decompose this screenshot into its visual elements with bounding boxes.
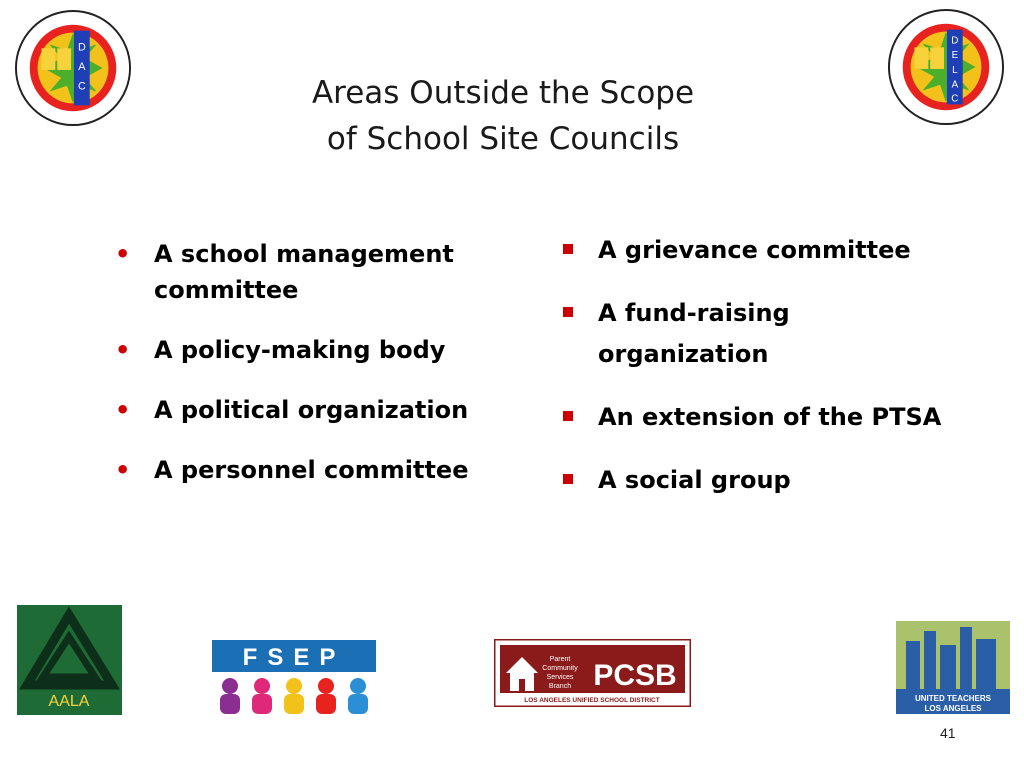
svg-text:L: L	[952, 64, 958, 76]
right-bullet-list	[563, 230, 943, 523]
aala-logo	[17, 605, 122, 715]
svg-text:C: C	[951, 93, 959, 105]
bullet-dot-icon: •	[115, 396, 131, 424]
page-number: 41	[940, 725, 956, 741]
svg-text:Parent: Parent	[549, 656, 571, 663]
svg-text:PCSB: PCSB	[593, 659, 677, 692]
list-item: A grievance committee	[563, 230, 943, 271]
svg-text:A: A	[951, 79, 959, 91]
svg-text:LOS ANGELES UNIFIED SCHOOL DIS: LOS ANGELES UNIFIED SCHOOL DISTRICT	[524, 697, 660, 704]
utla-logo	[896, 621, 1010, 714]
list-item: • A school management committee	[115, 236, 495, 308]
bullet-square-icon	[563, 307, 573, 317]
slide-title-line1: Areas Outside the Scope	[311, 75, 695, 111]
svg-text:AALA: AALA	[48, 693, 90, 710]
dac-logo	[14, 9, 132, 127]
list-item: • A personnel committee	[115, 452, 495, 488]
list-item: • A political organization	[115, 392, 495, 428]
list-item: A fund-raising organization	[563, 293, 943, 375]
svg-text:A: A	[78, 60, 86, 73]
bullet-dot-icon: •	[115, 456, 131, 484]
list-item: • A policy-making body	[115, 332, 495, 368]
svg-text:Services: Services	[546, 674, 574, 681]
bullet-dot-icon: •	[115, 240, 131, 268]
svg-text:Branch: Branch	[548, 683, 572, 690]
svg-text:LOS ANGELES: LOS ANGELES	[924, 704, 982, 713]
svg-text:D: D	[77, 41, 86, 54]
bullet-square-icon	[563, 411, 573, 421]
list-item: A social group	[563, 460, 943, 501]
svg-text:D: D	[951, 35, 959, 47]
svg-text:E: E	[951, 50, 959, 62]
slide-title-line2: of School Site Councils	[326, 121, 680, 157]
left-bullet-list	[115, 236, 495, 512]
svg-text:FSEP: FSEP	[242, 644, 346, 671]
bullet-square-icon	[563, 244, 573, 254]
delac-logo	[887, 8, 1005, 126]
bullet-square-icon	[563, 474, 573, 484]
svg-text:C: C	[77, 80, 86, 93]
pcsb-logo	[494, 639, 691, 707]
fsep-logo	[212, 640, 376, 716]
svg-text:UNITED TEACHERS: UNITED TEACHERS	[914, 694, 992, 703]
list-item: An extension of the PTSA	[563, 397, 943, 438]
bullet-dot-icon: •	[115, 336, 131, 364]
svg-text:Community: Community	[542, 665, 578, 672]
slide-title	[240, 70, 766, 162]
